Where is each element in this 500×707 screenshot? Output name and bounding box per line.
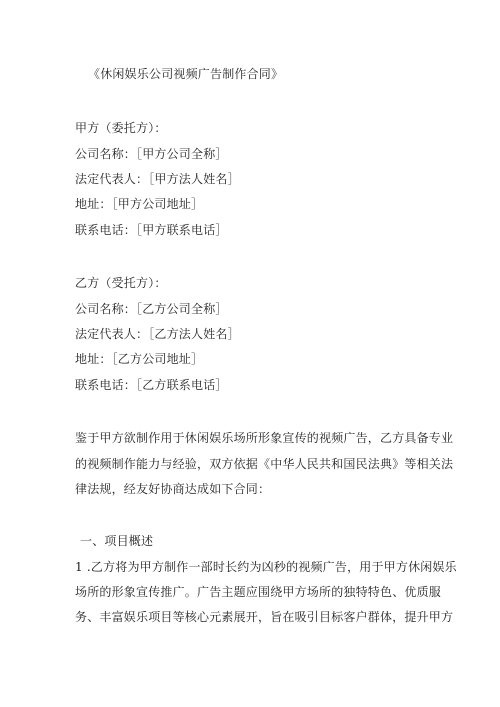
party-b-legal-rep: 法定代表人：［乙方法人姓名］ bbox=[75, 327, 240, 341]
section-1-heading: 一、项目概述 bbox=[80, 534, 154, 548]
party-a-legal-rep: 法定代表人：［甲方法人姓名］ bbox=[75, 172, 240, 186]
section-1-line: 务、丰富娱乐项目等核心元素展开，旨在吸引目标客户群体，提升甲方 bbox=[75, 610, 454, 624]
party-a-address: 地址：［甲方公司地址］ bbox=[75, 197, 204, 211]
preamble-line: 的视频制作能力与经验，双方依据《中华人民共和国民法典》等相关法 bbox=[75, 457, 454, 471]
document-title: 《休闲娱乐公司视频广告制作合同》 bbox=[88, 67, 284, 81]
preamble-line: 鉴于甲方欲制作用于休闲娱乐场所形象宣传的视频广告，乙方具备专业 bbox=[75, 431, 454, 445]
party-b-company-name: 公司名称：［乙方公司全称］ bbox=[75, 302, 228, 316]
party-b-address: 地址：［乙方公司地址］ bbox=[75, 352, 204, 366]
section-1-line: 场所的形象宣传推广。广告主题应围绕甲方场所的独特特色、优质服 bbox=[75, 585, 442, 599]
section-1-line: 1 .乙方将为甲方制作一部时长约为凶秒的视频广告，用于甲方休闲娱乐 bbox=[75, 560, 457, 574]
party-a-heading: 甲方（委托方）： bbox=[75, 121, 167, 135]
party-a-company-name: 公司名称：［甲方公司全称］ bbox=[75, 147, 228, 161]
party-b-phone: 联系电话：［乙方联系电话］ bbox=[75, 378, 228, 392]
party-a-phone: 联系电话：［甲方联系电话］ bbox=[75, 223, 228, 237]
preamble-line: 律法规，经友好协商达成如下合同： bbox=[75, 482, 271, 496]
party-b-heading: 乙方（受托方）： bbox=[75, 276, 167, 290]
